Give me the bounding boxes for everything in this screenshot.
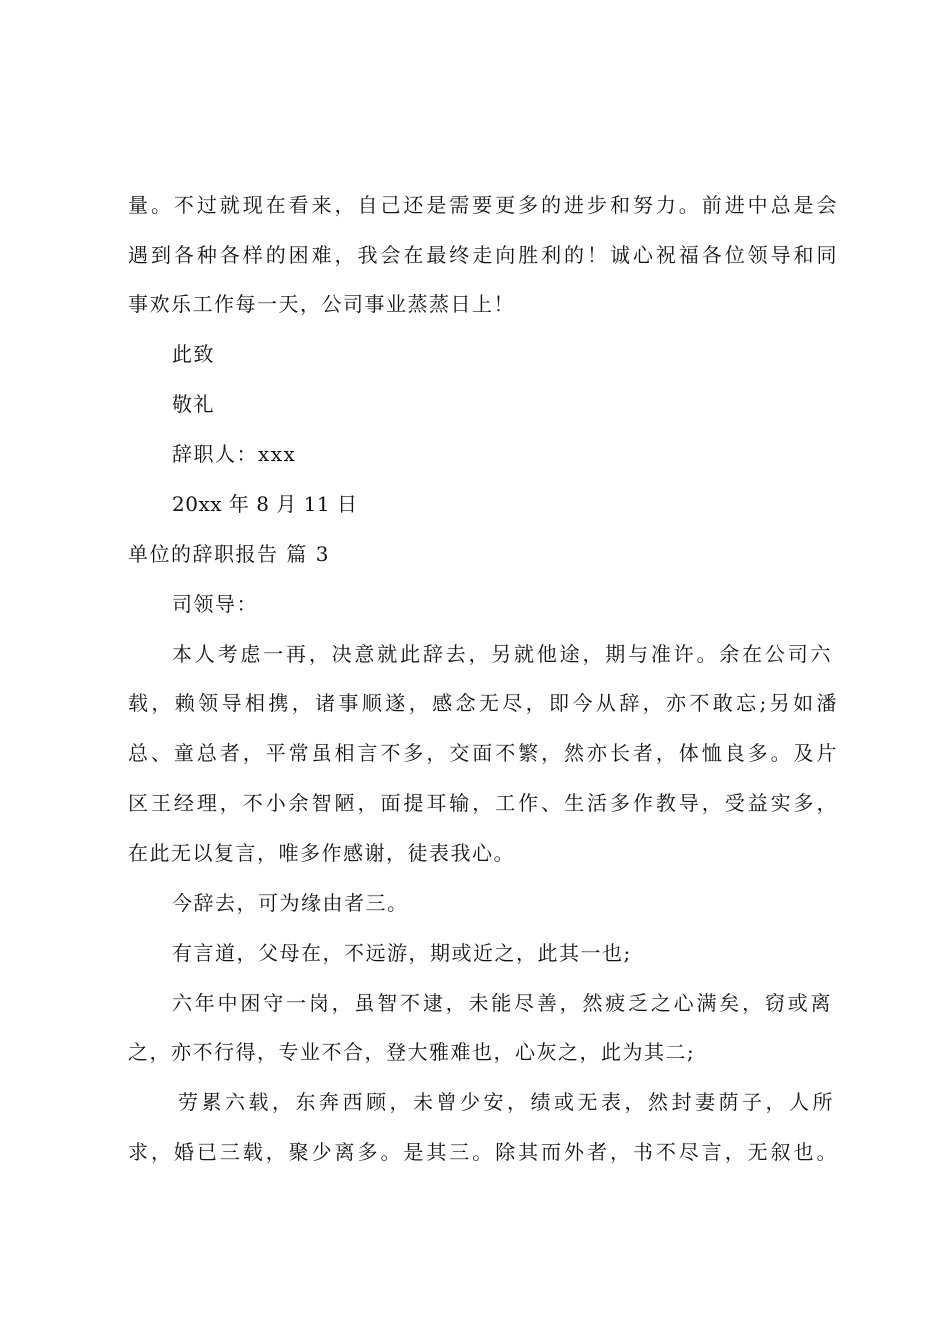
paragraph-1-line-4: 区王经理，不小余智陋，面提耳输，工作、生活多作教导，受益实多， <box>128 791 838 815</box>
body-line-2: 遇到各种各样的困难，我会在最终走向胜利的！诚心祝福各位领导和同 <box>128 243 838 267</box>
paragraph-4-line-1: 六年中困守一岗，虽智不逮，未能尽善，然疲乏之心满矣，窃或离 <box>172 991 832 1015</box>
closing-regards: 敬礼 <box>172 392 215 416</box>
signature-line: 辞职人：xxx <box>172 442 297 466</box>
paragraph-3: 有言道，父母在，不远游，期或近之，此其一也; <box>172 941 632 965</box>
paragraph-1-line-1: 本人考虑一再，决意就此辞去，另就他途，期与准许。余在公司六 <box>172 642 832 666</box>
section-heading: 单位的辞职报告 篇 3 <box>128 542 330 566</box>
greeting: 司领导： <box>172 592 258 616</box>
paragraph-5-line-2: 求，婚已三载，聚少离多。是其三。除其而外者，书不尽言，无叙也。 <box>128 1140 838 1164</box>
paragraph-2: 今辞去，可为缘由者三。 <box>172 891 409 915</box>
paragraph-5-line-1: 劳累六载，东奔西顾，未曾少安，绩或无表，然封妻荫子，人所 <box>178 1090 834 1114</box>
body-line-3: 事欢乐工作每一天，公司事业蒸蒸日上！ <box>128 292 515 316</box>
paragraph-1-line-2: 载，赖领导相携，诸事顺遂，感念无尽，即今从辞，亦不敢忘;另如潘 <box>128 691 838 715</box>
closing-salutation: 此致 <box>172 342 215 366</box>
body-line-1: 量。不过就现在看来，自己还是需要更多的进步和努力。前进中总是会 <box>128 193 838 217</box>
date-line: 20xx 年 8 月 11 日 <box>172 492 358 516</box>
paragraph-4-line-2: 之，亦不行得，专业不合，登大雅难也，心灰之，此为其二; <box>128 1040 696 1064</box>
paragraph-1-line-3: 总、童总者，平常虽相言不多，交面不繁，然亦长者，体恤良多。及片 <box>128 741 838 765</box>
paragraph-1-line-5: 在此无以复言，唯多作感谢，徒表我心。 <box>128 841 515 865</box>
